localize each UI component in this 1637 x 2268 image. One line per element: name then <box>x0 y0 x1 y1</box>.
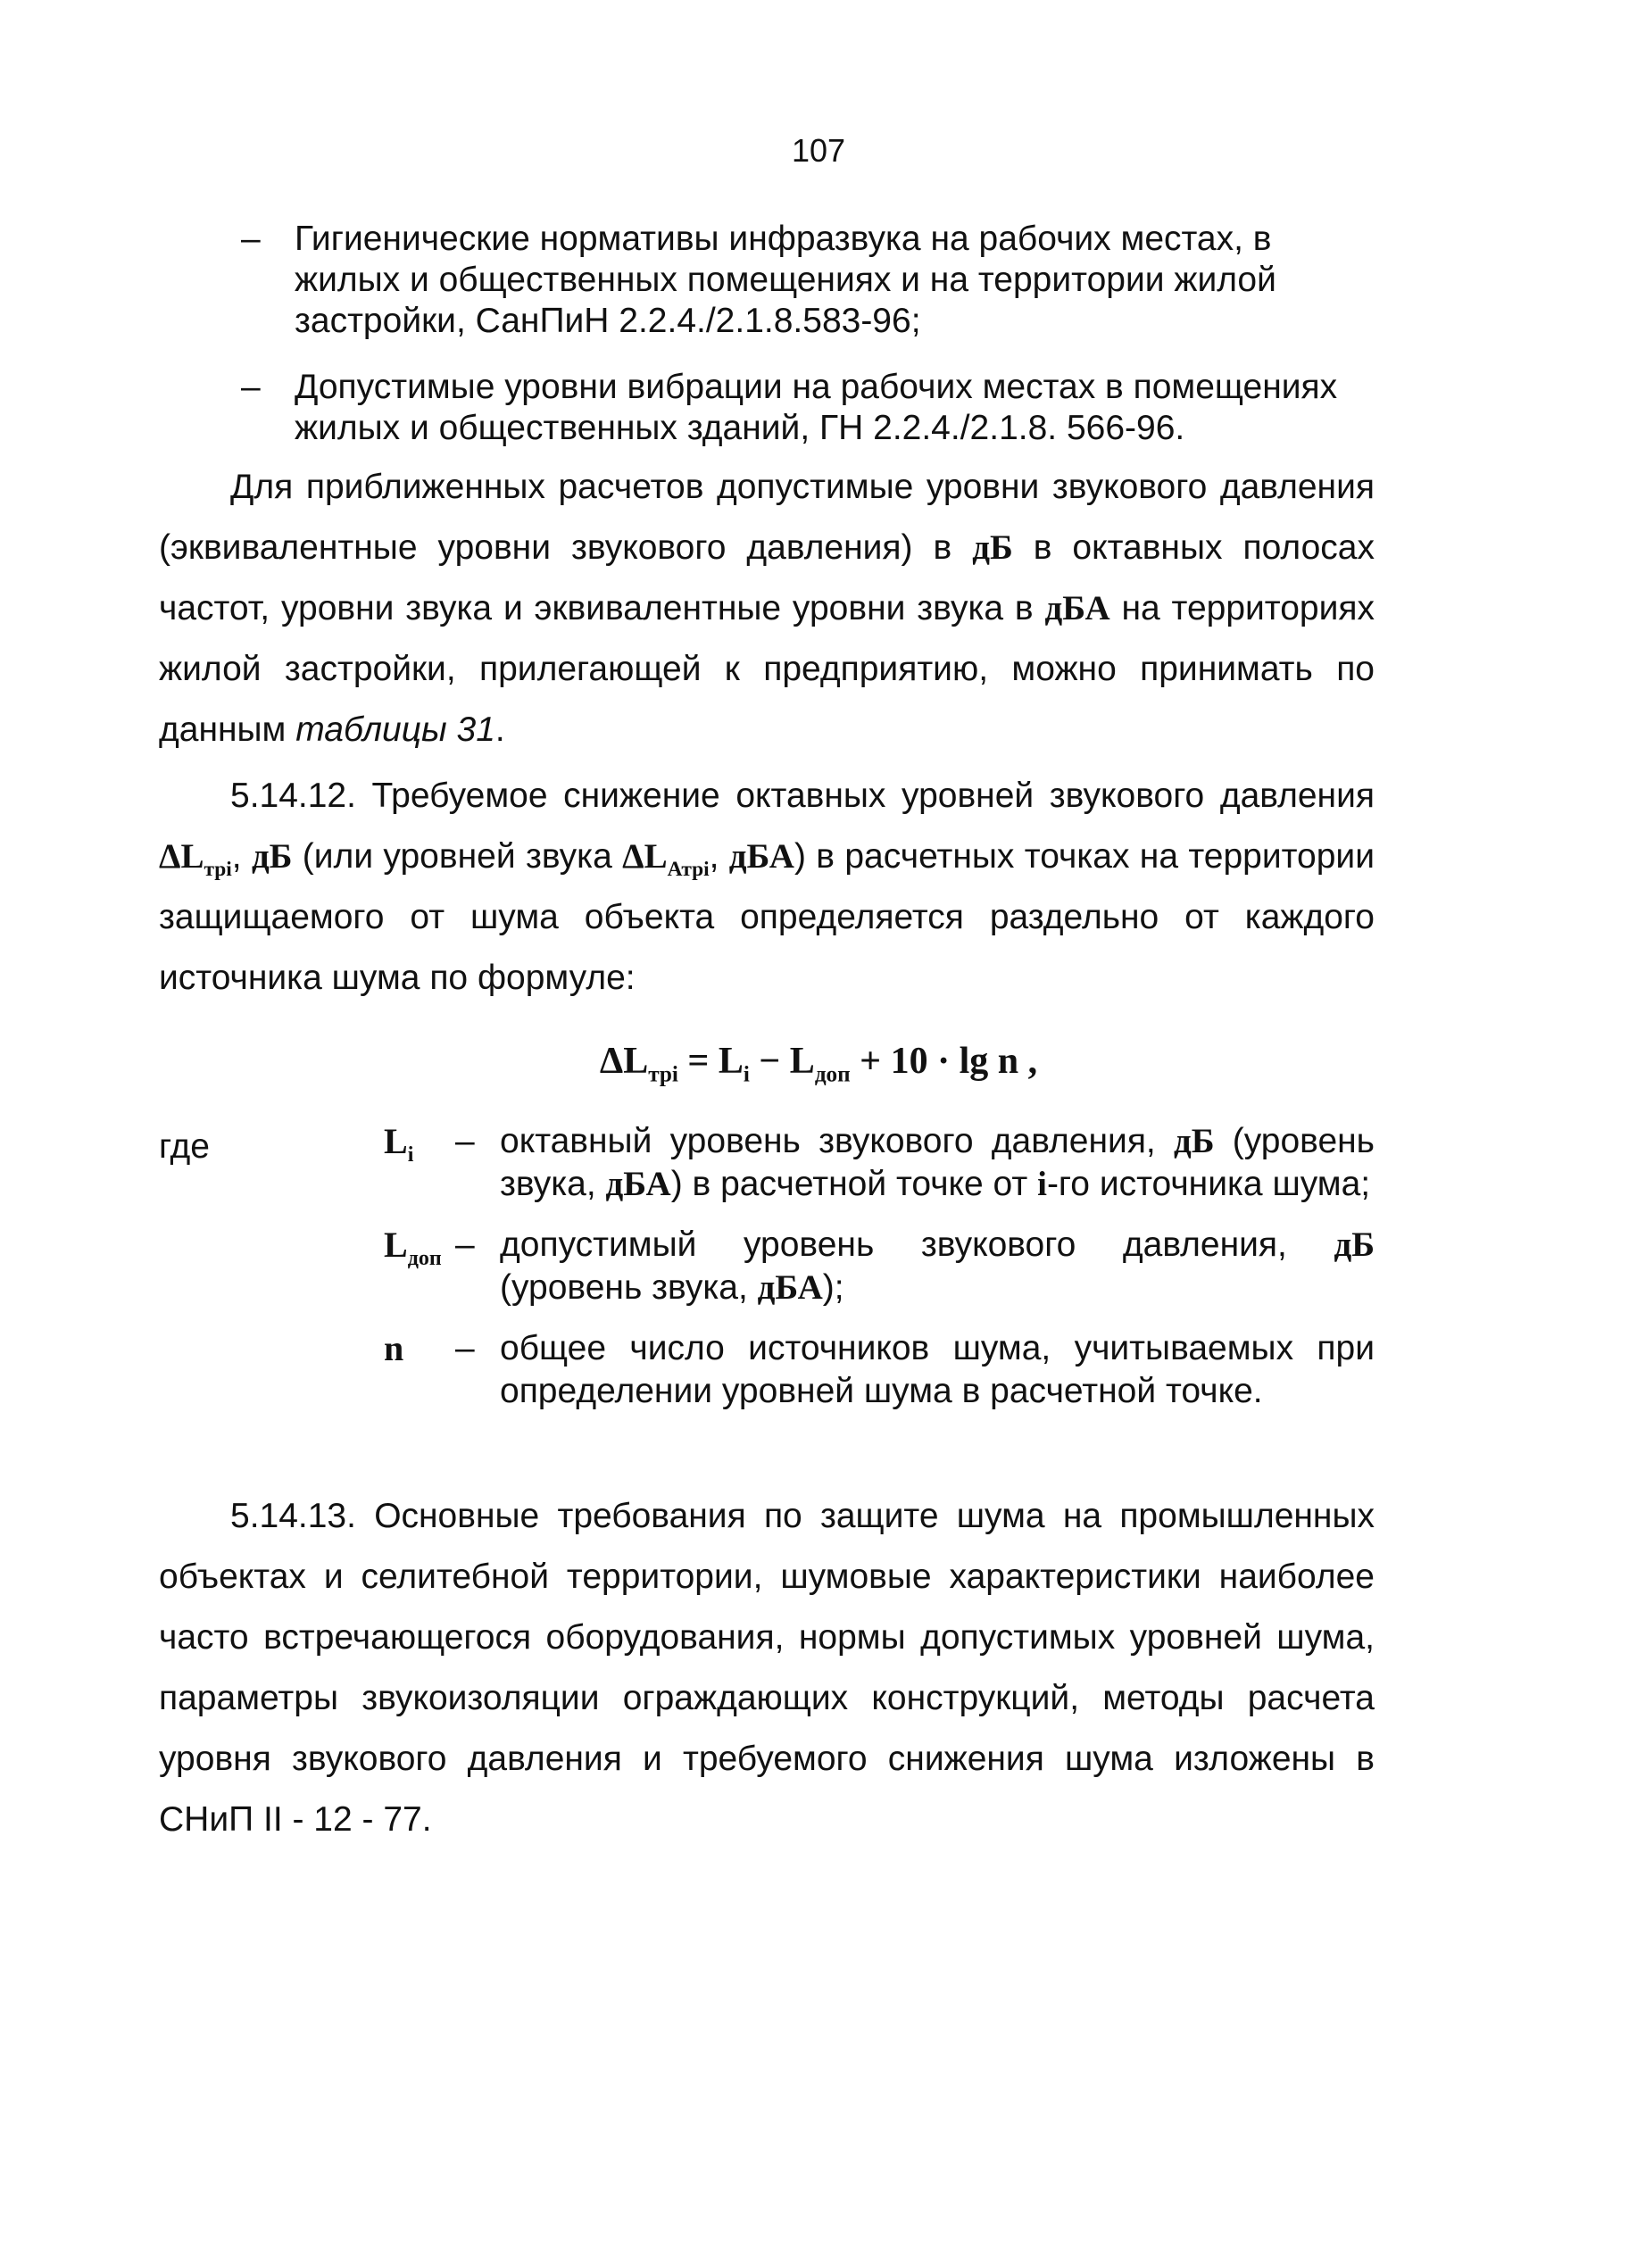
bullet-dash: – <box>241 220 261 258</box>
unit-db: дБ <box>251 837 293 876</box>
symbol-delta-l-tri <box>159 837 232 881</box>
formula <box>0 1040 1637 1087</box>
formula-subscript: трi <box>648 1062 678 1087</box>
definition-text <box>500 1120 1375 1206</box>
formula-part: + 10 · lg n , <box>850 1041 1038 1082</box>
bullet-text: Допустимые уровни вибрации на рабочих местах в помещениях жилых и общественных зданий, ГН 2.2.4./2.1.8. 566-96. <box>295 368 1338 447</box>
symbol-base: n <box>384 1328 404 1368</box>
symbol-delta-l-atri <box>622 837 710 881</box>
symbol-i: i <box>1037 1165 1047 1203</box>
text-run: в октавных полосах частот, уровни звука и эквивалентные уровни звука в <box>159 528 1375 627</box>
definition-symbol <box>384 1224 455 1309</box>
symbol-subscript: доп <box>407 1247 442 1270</box>
paragraph-norms <box>159 457 1375 760</box>
symbol-subscript: i <box>407 1143 414 1167</box>
bullet-dash: – <box>241 368 261 406</box>
text-run: ) в расчетных точках на территории защищаемого от шума объекта определяется раздельно от каждого источника шума по формуле: <box>159 837 1375 997</box>
definition-text <box>500 1224 1375 1309</box>
text-run: ) в расчетной точке от <box>670 1165 1038 1203</box>
symbol-subscript: Атрi <box>667 857 710 881</box>
text-run: (уровень звука, <box>500 1122 1375 1203</box>
unit-db: дБ <box>1174 1122 1215 1160</box>
text-run: допустимый уровень звукового давления, <box>500 1225 1334 1264</box>
text-run: 5.14.12. Требуемое снижение октавных уровней звукового давления <box>230 777 1375 815</box>
definition-item <box>384 1327 1375 1413</box>
definition-item <box>384 1120 1375 1206</box>
text-run: (или уровней звука <box>292 837 623 876</box>
where-label: где <box>159 1127 210 1166</box>
symbol-base: ΔL <box>622 837 668 876</box>
text-run: общее число источников шума, учитываемых при определении уровней шума в расчетной точке. <box>500 1329 1375 1410</box>
unit-dba: дБА <box>1044 589 1110 627</box>
definition-symbol <box>384 1120 455 1206</box>
unit-dba: дБА <box>757 1268 823 1307</box>
page-number: 107 <box>791 132 846 169</box>
formula-subscript: доп <box>814 1062 851 1087</box>
definition-dash: – <box>455 1122 475 1160</box>
symbol-base: L <box>384 1121 408 1161</box>
list-item <box>241 367 1375 449</box>
bullet-list <box>241 219 1375 449</box>
unit-db: дБ <box>1334 1225 1375 1264</box>
definition-dash: – <box>455 1225 475 1264</box>
symbol-base: ΔL <box>159 837 204 876</box>
definition-text <box>500 1327 1375 1413</box>
paragraph-5-14-12 <box>159 766 1375 1009</box>
text-run: октавный уровень звукового давления, <box>500 1122 1174 1160</box>
text-run: . <box>494 710 505 749</box>
unit-db: дБ <box>972 528 1013 567</box>
text-run: на территориях жилой застройки, прилегающей к предприятию, можно принимать по данным <box>159 589 1375 749</box>
definitions-list <box>384 1120 1375 1413</box>
paragraph-5-14-13: 5.14.13. Основные требования по защите шума на промышленных объектах и селитебной территории, шумовые характеристики наиболее часто встречающегося оборудования, нормы допустимых уровней шума, параметры звукоизоляции ограждающих конструкций, методы расчета уровня звукового давления и требуемого снижения шума изложены в СНиП II - 12 - 77. <box>159 1497 1375 1839</box>
table-reference: таблицы 31 <box>295 710 495 749</box>
unit-dba: дБА <box>605 1165 671 1203</box>
symbol-subscript: трi <box>204 857 232 881</box>
text-run: -го источника шума; <box>1046 1165 1371 1203</box>
formula-lhs: ΔL <box>599 1041 649 1082</box>
symbol-base: L <box>384 1225 408 1265</box>
formula-part: = L <box>677 1041 744 1082</box>
definition-item <box>384 1224 1375 1309</box>
text-run: ); <box>822 1268 844 1307</box>
definition-symbol <box>384 1327 455 1413</box>
text-run: , <box>709 837 729 876</box>
text-run: Для приближенных расчетов допустимые уровни звукового давления (эквивалентные уровни звукового давления) в <box>159 468 1375 567</box>
definition-dash: – <box>455 1329 475 1367</box>
formula-subscript: i <box>743 1062 750 1087</box>
unit-dba: дБА <box>728 837 794 876</box>
formula-part: − L <box>749 1041 815 1082</box>
text-run: , <box>231 837 252 876</box>
bullet-text: Гигиенические нормативы инфразвука на рабочих местах, в жилых и общественных помещениях и на территории жилой застройки, СанПиН 2.2.4./2.1.8.583-96; <box>295 220 1276 340</box>
text-run: (уровень звука, <box>500 1268 758 1307</box>
list-item <box>241 219 1375 342</box>
